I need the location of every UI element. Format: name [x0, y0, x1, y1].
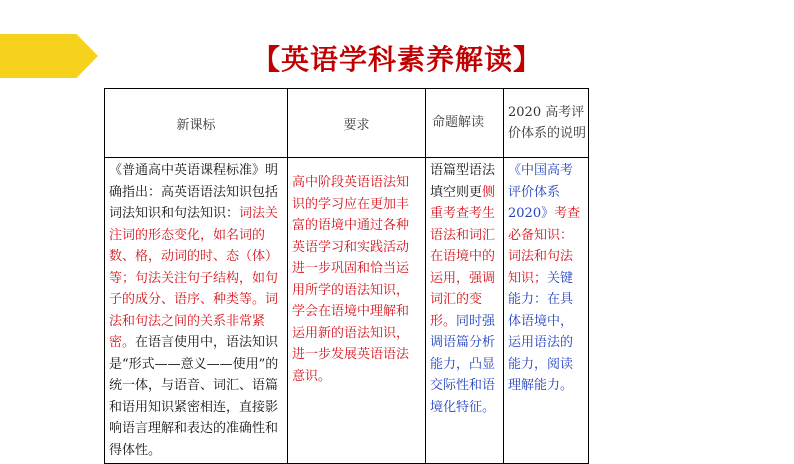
table-header-row [105, 89, 589, 158]
table-row [105, 158, 589, 464]
page-title: 【英语学科素养解读】 [251, 43, 542, 76]
standard-morphology-syntax: 词法关注词的形态变化，如名词的数、格，动词的时、态（体）等；句法关注句子结构，如句子的成分、语序、种类等。词法和句法之间的关系非常紧密。 [109, 206, 279, 350]
question-analysis-text [426, 158, 503, 420]
requirement-text: 高中阶段英语语法知识的学习应在更加丰富的语境中通过各种英语学习和实践活动进一步巩固和恰当运用所学的语法知识，学会在语境中理解和运用新的语法知识，进一步发展英语语法意识。 [292, 175, 410, 384]
evaluation-knowledge: 考查必备知识：词法和句法知识； [508, 206, 581, 286]
header-evaluation-system: 2020 高考评价体系的说明 [508, 105, 587, 141]
header-question-analysis: 命题解读 [432, 115, 485, 130]
standard-language-use: 在语言使用中，语法知识是“形式——意义——使用”的统一体，与语音、词汇、语篇和语用知识紧密相连，直接影响语言理解和表达的准确性和得体性。 [109, 335, 279, 458]
analysis-focus: 侧重考查考生语法和词汇在语境中的运用，强调词汇的变形。 [430, 184, 496, 329]
analysis-discourse: 同时强调语篇分析能力，凸显交际性和语境化特征。 [430, 313, 496, 415]
standard-intro: 《普通高中英语课程标准》明确指出：高英语语法知识包括词法知识和句法知识： [109, 163, 279, 221]
header-new-standard: 新课标 [105, 89, 288, 158]
evaluation-text [504, 158, 588, 399]
analysis-intro: 语篇型语法填空则更 [430, 163, 496, 200]
standard-text [105, 158, 287, 463]
evaluation-source: 《中国高考评价体系2020》 [508, 163, 574, 221]
header-requirement: 要求 [288, 89, 426, 158]
evaluation-ability: 关键能力：在具体语境中，运用语法的能力，阅读理解能力。 [508, 270, 574, 393]
literacy-table [104, 88, 589, 464]
